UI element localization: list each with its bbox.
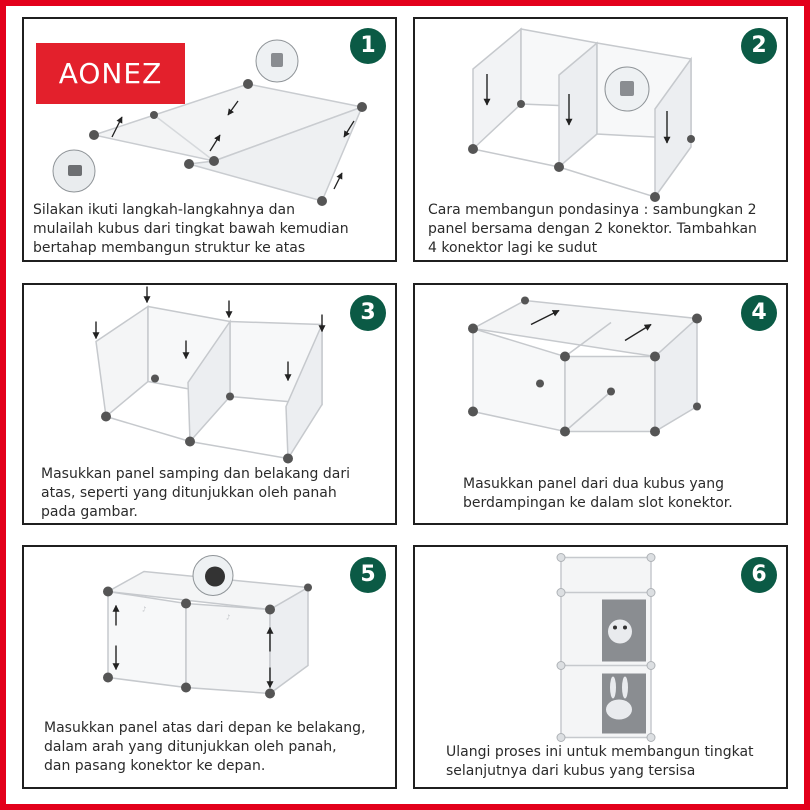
step-caption [463,475,733,513]
step-caption [428,201,757,258]
step-caption [33,201,349,258]
caption-line: pada gambar. [41,504,138,520]
step-6-panel [413,545,788,789]
step-number-badge: 1 [350,28,386,64]
caption-line: selanjutnya dari kubus yang tersisa [446,763,696,779]
caption-line: bertahap membangun struktur ke atas [33,240,306,256]
caption-line: Cara membangun pondasinya : sambungkan 2 [428,202,757,218]
step-number-badge: 5 [350,557,386,593]
step-3-panel [22,283,397,525]
caption-line: Masukkan panel dari dua kubus yang [463,476,725,492]
svg-text:♪: ♪ [226,613,231,622]
caption-line: berdampingan ke dalam slot konektor. [463,495,733,511]
caption-line: Masukkan panel samping dan belakang dari [41,466,351,482]
step-number-badge: 3 [350,295,386,331]
step-2-panel [413,17,788,262]
step-number-badge: 6 [741,557,777,593]
step-1-panel [22,17,397,262]
aonez-logo: AONEZ [36,43,185,104]
caption-line: Silakan ikuti langkah-langkahnya dan [33,202,295,218]
caption-line: Ulangi proses ini untuk membangun tingkat [446,744,754,760]
step-4-panel [413,283,788,525]
step-5-panel [22,545,397,789]
step-number-badge: 2 [741,28,777,64]
caption-line: atas, seperti yang ditunjukkan oleh panah [41,485,337,501]
svg-text:♪: ♪ [142,605,147,614]
caption-line: Masukkan panel atas dari depan ke belakang, [44,720,366,736]
step-caption [41,465,350,522]
caption-line: dalam arah yang ditunjukkan oleh panah, [44,739,337,755]
step-caption [44,719,366,776]
step-number-badge: 4 [741,295,777,331]
step-caption [446,743,754,781]
caption-line: mulailah kubus dari tingkat bawah kemudian [33,221,349,237]
caption-line: 4 konektor lagi ke sudut [428,240,598,256]
caption-line: dan pasang konektor ke depan. [44,758,266,774]
caption-line: panel bersama dengan 2 konektor. Tambahkan [428,221,757,237]
